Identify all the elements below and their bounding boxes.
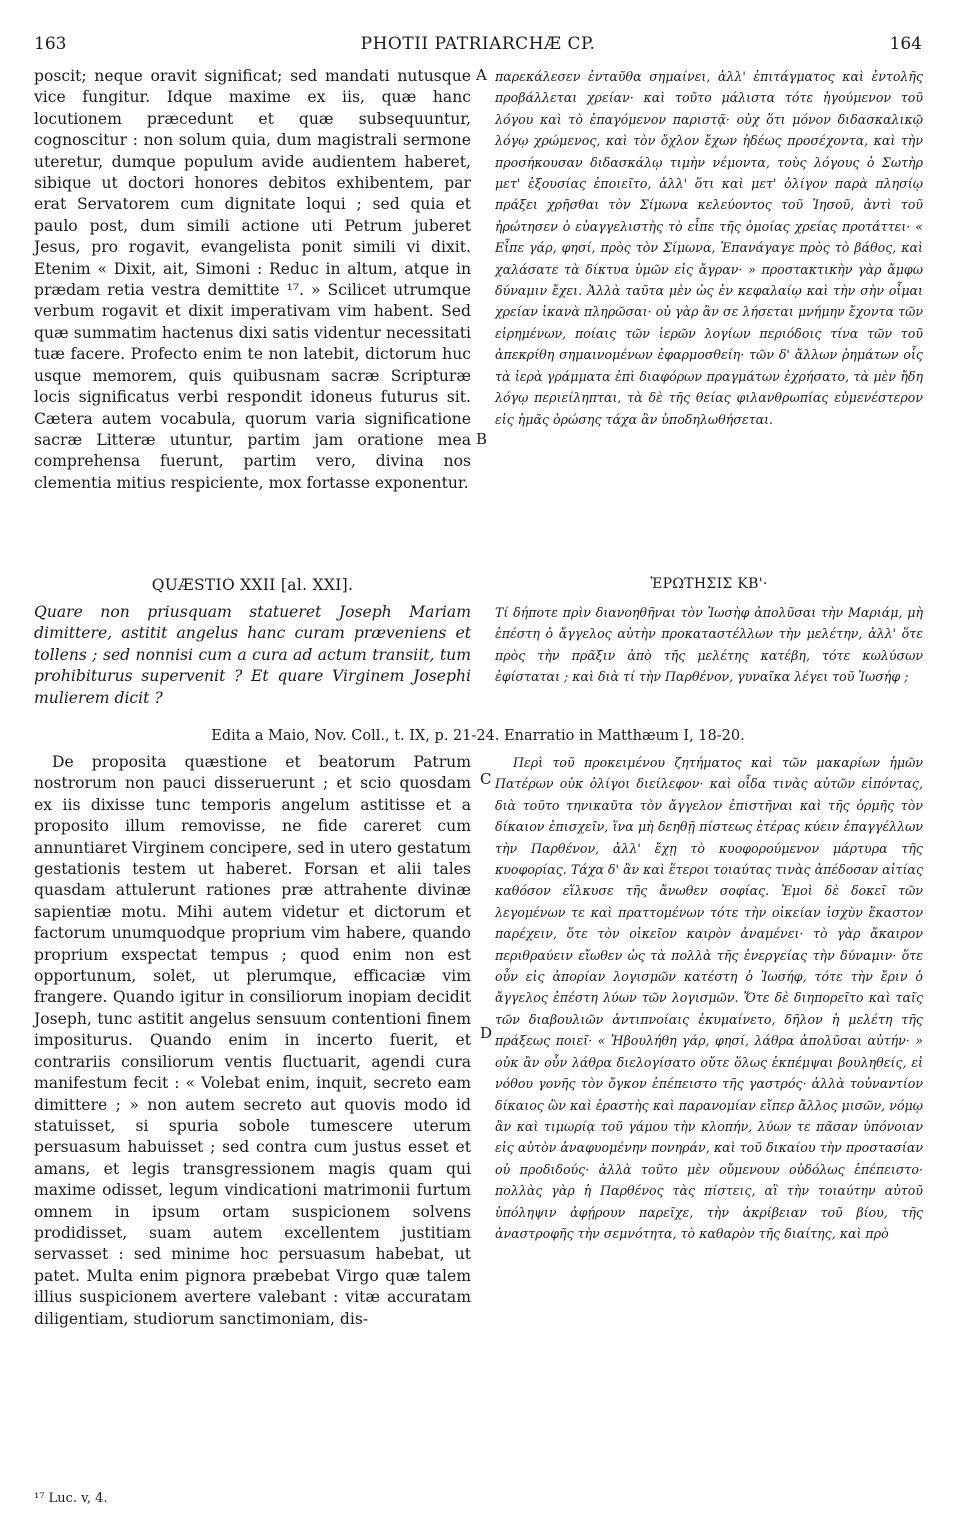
latin-paragraph: poscit; neque oravit significat; sed mandati nutusque vice fungitur. Idque maxime ex iis, quæ hanc locutionem præcedunt et quæ subsequuntur, cognoscitur : non solum quia, dum magistrali sermone uteretur, dumque populum avide audientem haberet, sibique ut doctori honores debitos exhibentem, par erat Servatorem cum dignitate loqui ; sed quia et paulo post, dum simili actione uti Petrum juberet Jesus, pro rogavit, evangelista ponit simili vi dixit. Etenim « Dixit, ait, Simoni : Reduc in altum, atque in prædam retia vestra demittite ¹⁷. » Scilicet utrumque verbum rogavit et dixit imperativam vim habent. Sed quæ summatim hactenus dixi satis videntur necessitati tuæ facere. Profecto enim te non latebit, dictorum huc usque memorem, quis quibusnam sacræ Scripturæ locis significatus verbi respondit idoneus futurus sit. Cætera autem vocabula, quorum varia significatione sacræ Litteræ utuntur, partim jam oratione mea comprehensa fuerunt, partim vero, divina nos clementia mitius respiciente, mox fortasse exponentur.: [34, 67, 471, 492]
margin-marker-d: D: [480, 1024, 493, 1042]
question-heading-latin: QUÆSTIO XXII [al. XXI].: [151, 576, 354, 594]
question-text-latin: [34, 602, 471, 709]
greek-column-top: [495, 66, 923, 430]
page-number-left: 163: [34, 34, 67, 54]
margin-marker-a: A: [476, 66, 487, 84]
running-header: [34, 34, 922, 56]
margin-marker-b: B: [476, 430, 488, 448]
question-text-greek: [495, 602, 923, 688]
greek-paragraph: παρεκάλεσεν ἐνταῦθα σημαίνει, ἀλλ' ἐπιτάγματος καὶ ἐντολῆς προβάλλεται χρείαν· καὶ τοῦτο μάλιστα τότε ἡγούμενον τοῦ λόγου καὶ τὸ ἐπαγόμενον παριστᾷ· οὐχ ὅτι μόνον διδασκαλικῷ λόγῳ χρώμενος, καὶ τὸν ὄχλον ἔχων ἡδέως προσέχοντα, καὶ τὴν προσήκουσαν διδασκάλῳ τιμὴν νέμοντα, τοὺς λόγους ὁ Σωτὴρ μετ' ἐξουσίας ἐποιεῖτο, ἀλλ' ὅτι καὶ μετ' ὀλίγον παρὰ πλησίῳ πράξει χρῆσθαι τὸν Σίμωνα κελεύοντος τοῦ Ἰησοῦ, ἀντὶ τοῦ ἠρώτησεν ὁ εὐαγγελιστὴς τὸ εἶπε τῆς ὁμοίας χρείας προτάττει· « Εἶπε γάρ, φησί, πρὸς τὸν Σίμωνα, Ἐπανάγαγε πρὸς τὸ βάθος, καὶ χαλάσατε τὰ δίκτυα ὑμῶν εἰς ἄγραν· » προστακτικὴν γὰρ ἄμφω δύναμιν ἔχει. Ἀλλὰ ταῦτα μὲν ὡς ἐν κεφαλαίῳ καὶ τὴν σὴν οἶμαι χρείαν ἱκανὰ πληρῶσαι· οὐ γὰρ ἂν σε λήσεται μνήμην ἔχοντα τῶν εἰρημένων, ποίαις τῶν ἱερῶν λογίων περιόδοις τίνα τῶν τοῦ ἀπεκρίθη σημαινομένων ἐφαρμοσθείη· τῶν δ' ἄλλων ῥημάτων οἷς τὰ ἱερὰ γράμματα ἐπὶ διαφόρων πραγμάτων ἐχρήσατο, τὰ μὲν ἤδη λόγῳ περιείληπται, τὰ δὲ τῆς θείας φιλανθρωπίας εὐμενέστερον εἰς ἡμᾶς ὁρώσης τάχα ἂν ὑποδηλωθήσεται.: [495, 69, 923, 427]
greek-column-bottom: [495, 752, 923, 1244]
running-title: PHOTII PATRIARCHÆ CP.: [360, 34, 596, 54]
page-number-right: 164: [889, 34, 922, 54]
latin-column-top: [34, 66, 471, 494]
latin-paragraph: De proposita quæstione et beatorum Patrum nostrorum non pauci disseruerunt ; et scio quosdam ex iis dixisse tunc temporis angelum astitisse et a proposito illum removisse, ne fide careret cum annuntiaret Virginem concipere, sed in utero gestatum gestationis testem ut haberet. Forsan et alii tales quasdam attulerunt rationes præ attrahente divinæ sapientiæ motu. Mihi autem videtur et dictorum et factorum unumquodque proprium vim habere, quando proprium exspectat tempus ; quod enim non est opportunum, solet, ut plerumque, efficaciæ vim frangere. Quando igitur in consiliorum inopiam decidit Joseph, tunc astitit angelus sensuum contentioni finem impositurus. Quando enim in incerto fuerit, et contrariis consiliorum ventis fluctuarit, agendi cura manifestum fecit : « Volebat enim, inquit, secreto eam dimittere ; » non autem secreto aut quovis modo id statuisset, si spuria sobole tumescere uterum persuasum habuisset ; sed contra cum justus esset et amans, et legis transgressionem magis quam qui maxime odisset, legum vindicationi matrimonii furtum omnem in ipsum ortam suspicionem solvens prodidisset, suam autem excellentem justitiam servasset : sed minime hoc persuasum habebat, ut patet. Multa enim pignora præbebat Virgo quæ talem illius suspicionem avertere valebant : vitæ accuratam diligentiam, studiorum sanctimoniam, dis-: [34, 753, 471, 1328]
edition-note: Edita a Maio, Nov. Coll., t. IX, p. 21-24. Enarratio in Matthæum I, 18-20.: [211, 728, 745, 744]
footnote: ¹⁷ Luc. v, 4.: [34, 1491, 108, 1506]
latin-column-bottom: [34, 752, 471, 1330]
greek-paragraph: Περὶ τοῦ προκειμένου ζητήματος καὶ τῶν μακαρίων ἡμῶν Πατέρων οὐκ ὀλίγοι διείλεφον· καὶ οἶδα τινὰς αὐτῶν εἰπόντας, διὰ τοῦτο τηνικαῦτα τὸν ἄγγελον ἐπιστῆναι καὶ τῆς ὁρμῆς τὸν δίκαιον ἐπισχεῖν, ἵνα μὴ δεηθῇ πίστεως ἑτέρας κύειν ἐπαγγέλλων τὴν Παρθένον, ἀλλ' ἔχῃ τὸ κυοφορούμενον μάρτυρα τῆς κυοφορίας. Τάχα δ' ἂν καὶ ἕτεροι τοιαύτας τινὰς ἀπέδοσαν αἰτίας καθόσον εἵλκυσε τῆς ἄνωθεν σοφίας. Ἐμοὶ δὲ δοκεῖ τῶν λεγομένων τε καὶ πραττομένων τότε τὴν οἰκείαν ἰσχὺν ἕκαστον παρέχειν, ὅτε τὸν οἰκεῖον καιρὸν ἀναμένει· τὸ γὰρ ἄκαιρον περιθραύειν εἴωθεν ὡς τὰ πολλὰ τῆς ἐνεργείας τὴν δύναμιν· ὅτε οὖν εἰς ἀπορίαν λογισμῶν κατέστη ὁ Ἰωσήφ, τότε τὴν ἔριν ὁ ἄγγελος ἐπέστη λύων τῶν λογισμῶν. Ὅτε δὲ διηπορεῖτο καὶ ταῖς τῶν διαβουλιῶν ἀντιπνοίαις ἐκυμαίνετο, δῆλον ἡ μελέτη τῆς πράξεως ποιεῖ· « Ἠβουλήθη γάρ, φησί, λάθρα ἀπολῦσαι αὐτήν· » οὐκ ἂν οὖν λάθρα διελογίσατο οὔτε ὅλως ἐκπέμψαι βουληθείς, εἰ νόθου γονῆς τὸν ὄγκον ἐπέπειστο τῆς γαστρός· ἀλλὰ τοὐναντίον δίκαιος ὢν καὶ ἐραστὴς καὶ παρανομίαν εἴπερ ἄλλος μισῶν, νόμῳ ἂν καὶ τιμωρίᾳ τοῦ γάμου τὴν κλοπήν, λύων τε πᾶσαν ὑπόνοιαν εἰς αὐτὸν ἀναφυομένην πονηράν, καὶ τοῦ δικαίου τὴν προστασίαν οὐ προδιδούς· ἀλλὰ τοῦτο μὲν οὔμενουν οὐδόλως ἐπέπειστο· πολλὰς γὰρ ἡ Παρθένος τὰς πίστεις, αἳ τὴν τοιαύτην αὐτοῦ ὑπόληψιν ἀφῄρουν παρεῖχε, τὴν ἀκρίβειαν τοῦ βίου, τῆς ἀναστροφῆς τὴν σεμνότητα, τὸ καθαρὸν τῆς διαίτης, καὶ πρὸ: [495, 755, 923, 1241]
margin-marker-c: C: [480, 770, 492, 788]
question-greek-paragraph: Τί δήποτε πρὶν διανοηθῆναι τὸν Ἰωσὴφ ἀπολῦσαι τὴν Μαριάμ, μὴ ἐπέστη ὁ ἄγγελος αὐτὴν προκαταστέλλων τὴν μελέτην, ἀλλ' ὅτε πρὸς τὴν πρᾶξιν ἀπὸ τῆς μελέτης κατέβη, τότε κωλύσων ἐφίσταται ; καὶ διὰ τί τὴν Παρθένον, γυναῖκα λέγει τοῦ Ἰωσήφ ;: [495, 605, 923, 685]
question-latin-paragraph: Quare non priusquam statueret Joseph Mariam dimittere, astitit angelus hanc curam præveniens et tollens ; sed nonnisi cum a cura ad actum transiit, tum prohibiturus supervenit ? Et quare Virginem Josephi mulierem dicit ?: [34, 603, 471, 707]
question-heading-greek: ἘΡΩΤΗΣΙΣ ΚΒ'·: [650, 576, 768, 592]
